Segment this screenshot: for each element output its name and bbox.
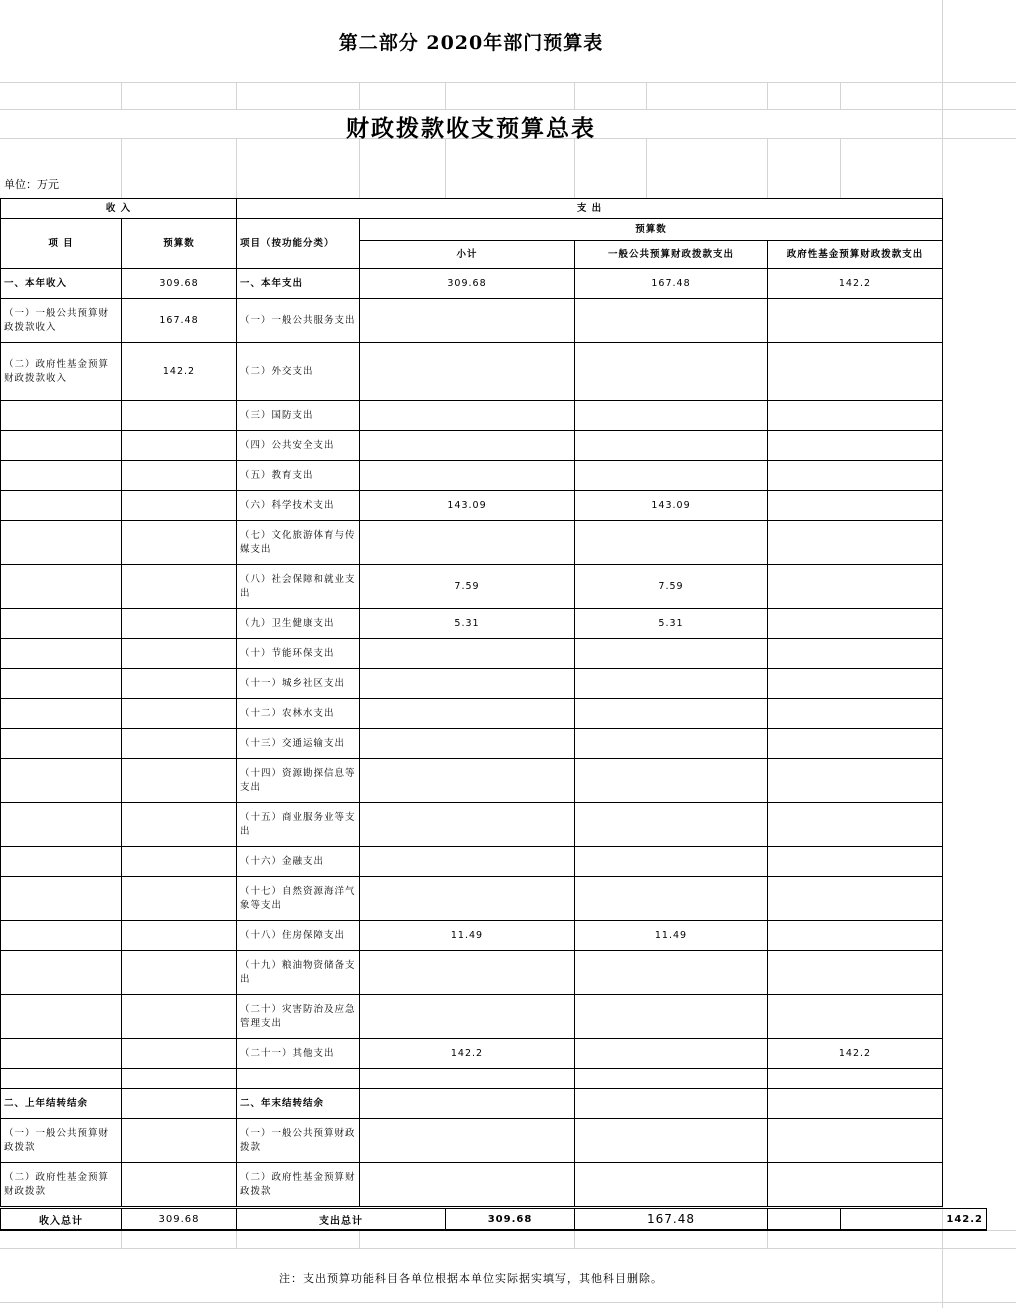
general-budget-cell (575, 1089, 768, 1119)
fund-budget-cell (768, 639, 943, 669)
table-row (1, 269, 943, 299)
income-value-cell (122, 1163, 237, 1207)
general-budget-cell: 5.31 (575, 609, 768, 639)
table-row (1, 669, 943, 699)
fund-budget-cell (768, 877, 943, 921)
general-budget-cell (575, 431, 768, 461)
income-value-cell: 142.2 (122, 343, 237, 401)
expense-item-cell: （四）公共安全支出 (237, 431, 360, 461)
income-value-cell (122, 565, 237, 609)
general-budget-cell (575, 729, 768, 759)
fund-budget-cell (768, 847, 943, 877)
income-value-cell (122, 921, 237, 951)
fund-budget-cell (768, 565, 943, 609)
income-value-cell (122, 759, 237, 803)
income-value-cell: 167.48 (122, 299, 237, 343)
fund-budget-cell: 142.2 (768, 269, 943, 299)
fund-budget-cell (768, 401, 943, 431)
expense-item-cell: （一）一般公共服务支出 (237, 299, 360, 343)
table-row (1, 1163, 943, 1207)
fund-budget-cell (768, 1069, 943, 1089)
subtotal-cell (360, 995, 575, 1039)
subtotal-cell: 143.09 (360, 491, 575, 521)
fund-budget-cell (768, 491, 943, 521)
expense-item-cell: （九）卫生健康支出 (237, 609, 360, 639)
col-budget-header: 预算数 (122, 219, 237, 269)
general-budget-cell (575, 343, 768, 401)
income-value-cell (122, 401, 237, 431)
table-row (1, 729, 943, 759)
fund-budget-cell (768, 1119, 943, 1163)
subtotal-cell: 7.59 (360, 565, 575, 609)
col-general-header: 一般公共预算财政拨款支出 (575, 241, 768, 269)
fund-budget-cell: 142.2 (768, 1039, 943, 1069)
general-budget-cell (575, 877, 768, 921)
general-budget-cell (575, 951, 768, 995)
income-value-cell (122, 669, 237, 699)
subtotal-cell (360, 299, 575, 343)
income-item-cell (1, 699, 122, 729)
income-value-cell (122, 1089, 237, 1119)
subtotal-cell (360, 1119, 575, 1163)
table-row (1, 491, 943, 521)
expense-item-cell: （十五）商业服务业等支出 (237, 803, 360, 847)
general-budget-cell: 11.49 (575, 921, 768, 951)
subtotal-cell: 309.68 (360, 269, 575, 299)
table-row (1, 877, 943, 921)
fund-budget-cell (768, 951, 943, 995)
table-row (1, 921, 943, 951)
income-value-cell (122, 1119, 237, 1163)
income-item-cell (1, 759, 122, 803)
subtotal-cell (360, 1089, 575, 1119)
expense-item-cell: （十三）交通运输支出 (237, 729, 360, 759)
part-title: 第二部分 2020年部门预算表 (338, 32, 604, 54)
subtotal-cell (360, 639, 575, 669)
income-value-cell (122, 491, 237, 521)
expense-item-cell: （十四）资源勘探信息等支出 (237, 759, 360, 803)
table-row (1, 1069, 943, 1089)
fund-budget-cell (768, 1163, 943, 1207)
income-value-cell (122, 1039, 237, 1069)
subtotal-cell (360, 877, 575, 921)
table-row (1, 803, 943, 847)
income-item-cell (1, 609, 122, 639)
income-item-cell (1, 521, 122, 565)
expense-item-cell: （十七）自然资源海洋气象等支出 (237, 877, 360, 921)
income-item-cell (1, 461, 122, 491)
expense-total-general: 167.48 (575, 1209, 768, 1231)
general-budget-cell (575, 759, 768, 803)
income-value-cell (122, 995, 237, 1039)
income-total-label: 收入总计 (1, 1209, 122, 1231)
income-value-cell (122, 877, 237, 921)
fund-budget-cell (768, 699, 943, 729)
fund-budget-cell (768, 921, 943, 951)
table-row (1, 401, 943, 431)
income-item-cell (1, 491, 122, 521)
income-item-cell (1, 1069, 122, 1089)
subtotal-cell (360, 431, 575, 461)
table-row (1, 431, 943, 461)
expense-item-cell: （十二）农林水支出 (237, 699, 360, 729)
fund-budget-cell (768, 461, 943, 491)
expense-item-cell: （六）科学技术支出 (237, 491, 360, 521)
table-row (1, 609, 943, 639)
income-total-value: 309.68 (122, 1209, 237, 1231)
subtotal-cell: 142.2 (360, 1039, 575, 1069)
table-row (1, 1119, 943, 1163)
expense-item-cell: （二十一）其他支出 (237, 1039, 360, 1069)
general-budget-cell: 143.09 (575, 491, 768, 521)
unit-label: 单位：万元 (4, 178, 59, 191)
fund-budget-cell (768, 1089, 943, 1119)
col-subtotal-header: 小计 (360, 241, 575, 269)
subtotal-cell (360, 699, 575, 729)
subtotal-cell (360, 461, 575, 491)
expense-item-cell: （一）一般公共预算财政拨款 (237, 1119, 360, 1163)
income-item-cell (1, 847, 122, 877)
fund-budget-cell (768, 431, 943, 461)
general-budget-cell (575, 1119, 768, 1163)
income-item-cell: （一）一般公共预算财政拨款 (1, 1119, 122, 1163)
general-budget-cell (575, 521, 768, 565)
general-budget-cell: 7.59 (575, 565, 768, 609)
totals-row (0, 1208, 987, 1231)
income-value-cell (122, 639, 237, 669)
income-item-cell (1, 565, 122, 609)
income-item-cell (1, 669, 122, 699)
income-value-cell: 309.68 (122, 269, 237, 299)
income-item-cell (1, 1039, 122, 1069)
general-budget-cell (575, 1039, 768, 1069)
general-budget-cell (575, 847, 768, 877)
col-func-item-header: 项目（按功能分类） (237, 219, 360, 269)
table-row (1, 759, 943, 803)
subtotal-cell (360, 951, 575, 995)
general-budget-cell (575, 1069, 768, 1089)
income-item-cell: 一、本年收入 (1, 269, 122, 299)
table-row (1, 565, 943, 609)
table-row (1, 1089, 943, 1119)
expense-item-cell (237, 1069, 360, 1089)
expense-item-cell: （二）外交支出 (237, 343, 360, 401)
table-row (1, 1039, 943, 1069)
expense-item-cell: （二十）灾害防治及应急管理支出 (237, 995, 360, 1039)
general-budget-cell (575, 299, 768, 343)
fund-budget-cell (768, 299, 943, 343)
general-budget-cell (575, 401, 768, 431)
subtotal-cell (360, 1069, 575, 1089)
expense-total-subtotal: 309.68 (446, 1209, 575, 1231)
income-item-cell: （一）一般公共预算财政拨款收入 (1, 299, 122, 343)
expense-item-cell: （八）社会保障和就业支出 (237, 565, 360, 609)
income-item-cell (1, 401, 122, 431)
income-item-cell (1, 431, 122, 461)
expense-item-cell: （十八）住房保障支出 (237, 921, 360, 951)
income-value-cell (122, 609, 237, 639)
income-value-cell (122, 431, 237, 461)
income-value-cell (122, 699, 237, 729)
table-row (1, 299, 943, 343)
table-row (1, 521, 943, 565)
general-budget-cell (575, 699, 768, 729)
expense-item-cell: （五）教育支出 (237, 461, 360, 491)
income-value-cell (122, 951, 237, 995)
income-value-cell (122, 729, 237, 759)
income-item-cell: 二、上年结转结余 (1, 1089, 122, 1119)
general-budget-cell (575, 669, 768, 699)
table-row (1, 995, 943, 1039)
subtotal-cell (360, 729, 575, 759)
subtotal-cell: 5.31 (360, 609, 575, 639)
fund-budget-cell (768, 729, 943, 759)
subtotal-cell (360, 803, 575, 847)
fund-budget-cell (768, 609, 943, 639)
income-item-cell (1, 921, 122, 951)
table-row (1, 461, 943, 491)
income-item-cell (1, 729, 122, 759)
expense-item-cell: 二、年末结转结余 (237, 1089, 360, 1119)
subtotal-cell (360, 759, 575, 803)
income-header: 收 入 (1, 199, 237, 219)
income-item-cell: （二）政府性基金预算财政拨款收入 (1, 343, 122, 401)
income-value-cell (122, 461, 237, 491)
expense-total-blank (768, 1209, 841, 1231)
expense-item-cell: （十）节能环保支出 (237, 639, 360, 669)
subtotal-cell: 11.49 (360, 921, 575, 951)
income-item-cell (1, 803, 122, 847)
subtotal-cell (360, 669, 575, 699)
income-item-cell (1, 877, 122, 921)
income-item-cell: （二）政府性基金预算财政拨款 (1, 1163, 122, 1207)
income-value-cell (122, 521, 237, 565)
income-value-cell (122, 803, 237, 847)
col-fund-header: 政府性基金预算财政拨款支出 (768, 241, 943, 269)
table-row (1, 951, 943, 995)
footnote: 注：支出预算功能科目各单位根据本单位实际据实填写，其他科目删除。 (279, 1272, 663, 1285)
general-budget-cell: 167.48 (575, 269, 768, 299)
fund-budget-cell (768, 521, 943, 565)
subtotal-cell (360, 401, 575, 431)
income-value-cell (122, 847, 237, 877)
subtotal-cell (360, 521, 575, 565)
fund-budget-cell (768, 343, 943, 401)
expense-item-cell: （三）国防支出 (237, 401, 360, 431)
col-item-header: 项 目 (1, 219, 122, 269)
subtotal-cell (360, 847, 575, 877)
table-title: 财政拨款收支预算总表 (346, 115, 596, 142)
expense-item-cell: （十九）粮油物资储备支出 (237, 951, 360, 995)
table-row (1, 847, 943, 877)
expense-total-label: 支出总计 (237, 1209, 446, 1231)
table-row (1, 639, 943, 669)
general-budget-cell (575, 995, 768, 1039)
fund-budget-cell (768, 803, 943, 847)
general-budget-cell (575, 803, 768, 847)
expense-header: 支 出 (237, 199, 943, 219)
expense-item-cell: （二）政府性基金预算财政拨款 (237, 1163, 360, 1207)
income-item-cell (1, 639, 122, 669)
table-row (1, 699, 943, 729)
expense-item-cell: （十六）金融支出 (237, 847, 360, 877)
income-item-cell (1, 951, 122, 995)
general-budget-cell (575, 1163, 768, 1207)
subtotal-cell (360, 1163, 575, 1207)
general-budget-cell (575, 461, 768, 491)
fund-budget-cell (768, 759, 943, 803)
expense-total-fund: 142.2 (841, 1209, 987, 1231)
table-row (1, 343, 943, 401)
subtotal-cell (360, 343, 575, 401)
general-budget-cell (575, 639, 768, 669)
fund-budget-cell (768, 669, 943, 699)
expense-item-cell: （七）文化旅游体育与传媒支出 (237, 521, 360, 565)
income-value-cell (122, 1069, 237, 1089)
fund-budget-cell (768, 995, 943, 1039)
income-item-cell (1, 995, 122, 1039)
budget-table (0, 198, 943, 1207)
expense-item-cell: （十一）城乡社区支出 (237, 669, 360, 699)
expense-item-cell: 一、本年支出 (237, 269, 360, 299)
col-budget-group-header: 预算数 (360, 219, 943, 241)
